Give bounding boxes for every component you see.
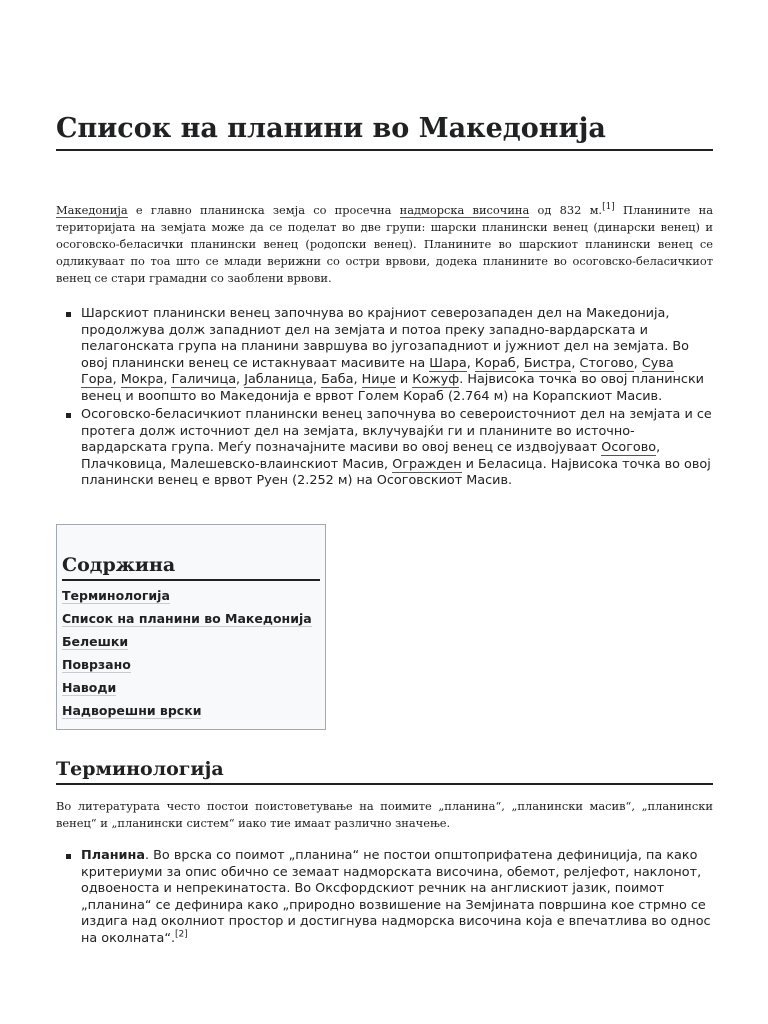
link-jablanica[interactable]: Јабланица — [244, 372, 313, 387]
link-sara[interactable]: Шара — [429, 355, 467, 371]
toc-item-terminologija[interactable]: Терминологија — [62, 588, 170, 603]
sar-text-1: Шарскиот планински венец започнува во крајниот северозападен дел на Македонија, продолжува долж западниот дел на земјата и потоа преку западно-вардарската и пелагонската група на планини завршува во југозападниот и јужниот дел на земјата. Во овој планински венец се истакнуваат масивите на — [81, 306, 689, 371]
toc-item-beleski[interactable]: Белешки — [62, 634, 129, 649]
mountain-ranges-list — [56, 306, 713, 492]
link-stogovo[interactable]: Стогово — [579, 355, 634, 371]
reference-2[interactable]: [2] — [175, 929, 188, 940]
intro-text-3: Планините на територијата на земјата може да се поделат во две групи: шарски планински венец (динарски венец) и осоговско-беласички планински венец (родопски венец). Планините во шарскиот планински венец се одликуваат по тоа што се млади верижни со остри врвови, додека планините во осоговско-беласичкиот венец се стари грамадни со заоблени врвови. — [56, 203, 713, 285]
link-nidze[interactable]: Ниџе — [361, 372, 396, 387]
list-item-planina — [56, 848, 713, 947]
toc-item-nadvoresni-vrski[interactable]: Надворешни врски — [62, 703, 202, 718]
osog-text-1: Осоговско-беласичкиот планински венец започнува во североисточниот дел на земјата и се протега долж источниот дел на земјата, вклучувајќи ги и планините во источно-вардарската група. Меѓу позначајните масиви во овој венец се издвојуваат — [81, 407, 712, 455]
term-planina: Планина — [81, 848, 146, 863]
osog-text-2: , Плачковица, Малешевско-влаинскиот Масив, — [81, 440, 661, 472]
link-galicica[interactable]: Галичица — [171, 372, 237, 387]
intro-text-1: е главно планинска земја со просечна — [127, 203, 400, 217]
intro-paragraph — [56, 202, 713, 287]
link-kozuf[interactable]: Кожуф — [412, 372, 460, 387]
terminology-paragraph: Во литературата често постои поистоветување на поимите „планина“, „планински масив“, „планински венец“ и „планински систем“ иако тие имаат различно значење. — [56, 799, 713, 830]
section-heading-terminologija: Терминологија — [56, 757, 713, 785]
toc-title: Содржина — [62, 553, 320, 581]
page-title: Список на планини во Македонија — [56, 113, 713, 151]
link-suva-gora[interactable]: Сува Гора — [81, 355, 674, 387]
reference-1[interactable]: [1] — [602, 202, 615, 213]
link-osogovo[interactable]: Осогово — [601, 440, 657, 455]
link-mokra[interactable]: Мокра — [120, 372, 164, 387]
list-item-sar: Шарскиот планински венец започнува во крајниот северозападен дел на Македонија, продолжува долж западниот дел на земјата и потоа преку западно-вардарската и пелагонската група на планини завршува во југозападниот и јужниот дел на земјата. Во овој планински венец се истакнуваат масивите на Шара, Кораб, Бистра, Стогово, Сува Гора, Мокра, Галичица, Јабланица, Баба, Ниџе и Кожуф. Највисока точка во овој планински венец и воопшто во Македонија е врвот Голем Кораб (2.764 м) на Корапскиот Масив. — [56, 306, 713, 405]
osog-text-3: и Беласица. Највисока точка во овој планински венец е врвот Руен (2.252 м) на Осоговскиот Масив. — [81, 456, 711, 488]
planina-text: . Во врска со поимот „планина“ не постои општоприфатена дефиниција, па како критериуми за опис обично се земаат надморската височина, обемот, релјефот, наклонот, одвоеноста и непрекинатоста. Во Оксфордскиот речник на англискиот јазик, поимот „планина“ се дефинира како „природно возвишение на Земјината површина кое стрмно се издига над околниот простор и достигнува надморска височина која е впечатлива во однос на околната“. — [81, 848, 711, 946]
toc-item-spisok[interactable]: Список на планини во Македонија — [62, 611, 312, 626]
link-korab[interactable]: Кораб — [474, 355, 516, 371]
toc-item-povrzano[interactable]: Поврзано — [62, 657, 131, 672]
link-nadmorska-visocina[interactable]: надморска височина — [399, 203, 530, 217]
link-bistra[interactable]: Бистра — [523, 355, 572, 371]
sar-text-2: . Највисока точка во овој планински венец и воопшто во Македонија е врвот Голем Кораб (2.764 м) на Корапскиот Масив. — [81, 372, 704, 404]
link-makedonija[interactable]: Македонија — [56, 203, 128, 217]
link-baba[interactable]: Баба — [321, 372, 354, 387]
link-ograzden[interactable]: Огражден — [392, 456, 462, 472]
intro-text-2: од 832 м. — [529, 203, 603, 217]
list-item-osogovo-belasica — [56, 407, 713, 490]
terminology-list — [56, 848, 713, 949]
toc-item-navodi[interactable]: Наводи — [62, 680, 117, 695]
table-of-contents — [56, 524, 326, 730]
